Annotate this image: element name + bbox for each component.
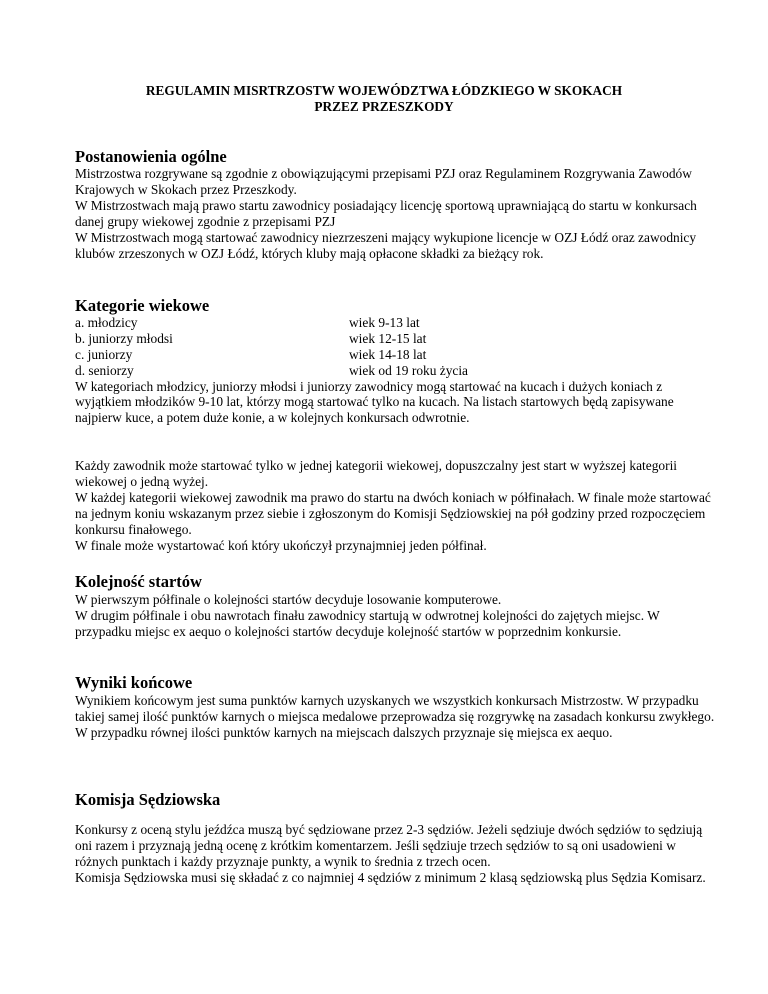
section-heading-age: Kategorie wiekowe	[75, 296, 210, 315]
age-rule: W finale może wystartować koń który ukończył przynajmniej jeden półfinał.	[75, 537, 487, 553]
document-title	[0, 83, 768, 115]
category-label: d. seniorzy	[75, 362, 134, 378]
title-line-1: REGULAMIN MISRTRZOSTW WOJEWÓDZTWA ŁÓDZKIEGO W SKOKACH	[145, 83, 623, 98]
section-body-age	[75, 315, 715, 426]
title-line-2: PRZEZ PRZESZKODY	[314, 99, 454, 114]
category-row	[75, 315, 715, 331]
order-paragraph: W drugim półfinale i obu nawrotach finału zawodnicy startują w odwrotnej kolejności do zajętych miejsc. W przypadku miejsc ex aequo o kolejności startów decyduje kolejność startów w poprzednim konkursie.	[75, 607, 660, 639]
jury-paragraph: Konkursy z oceną stylu jeźdźca muszą być sędziowane przez 2-3 sędziów. Jeżeli sędziuje dwóch sędziów to sędziują oni razem i przyznają jedną ocenę z krótkim komentarzem. Jeśli sędziuje trzech sędziów to są oni usadowieni w różnych punktach i każdy przyznaje punkty, a wynik to średnia z trzech ocen.	[75, 822, 703, 869]
category-label: c. juniorzy	[75, 346, 133, 362]
section-heading-jury: Komisja Sędziowska	[75, 790, 221, 809]
category-row	[75, 347, 715, 363]
section-body-order	[75, 592, 715, 640]
category-value: wiek 9-13 lat	[349, 315, 420, 330]
category-row	[75, 363, 715, 379]
general-paragraph: Mistrzostwa rozgrywane są zgodnie z obowiązującymi przepisami PZJ oraz Regulaminem Rozgrywania Zawodów Krajowych w Skokach przez Przeszkody.	[75, 166, 692, 197]
section-body-age-rules	[75, 458, 715, 553]
category-label: b. juniorzy młodsi	[75, 330, 173, 346]
age-rule: Każdy zawodnik może startować tylko w jednej kategorii wiekowej, dopuszczalny jest start w wyższej kategorii wiekowej o jedną wyżej.	[75, 458, 678, 489]
category-value: wiek 12-15 lat	[349, 330, 427, 346]
section-heading-order: Kolejność startów	[75, 572, 202, 591]
order-paragraph: W pierwszym półfinale o kolejności startów decyduje losowanie komputerowe.	[75, 592, 502, 607]
category-row	[75, 331, 715, 347]
results-paragraph: Wynikiem końcowym jest suma punktów karnych uzyskanych we wszystkich konkursach Mistrzostw. W przypadku takiej samej ilość punktów karnych o miejsca medalowe przeprowadza się rozgrywkę na zasadach konkursu zwykłego. W przypadku równej ilości punktów karnych na miejscach dalszych przyznaje się miejsca ex aequo.	[75, 693, 715, 740]
general-paragraph: W Mistrzostwach mają prawo startu zawodnicy posiadający licencję sportową uprawniającą do startu w konkursach danej grupy wiekowej zgodnie z przepisami PZJ	[75, 197, 697, 229]
age-note: W kategoriach młodzicy, juniorzy młodsi i juniorzy zawodnicy mogą startować na kucach i dużych koniach z wyjątkiem młodzików 9-10 lat, którzy mogą startować tylko na kucach. Na listach startowych będą zapisywane najpierw kuce, a potem duże konie, a w kolejnych konkursach odwrotnie.	[75, 378, 674, 426]
category-value: wiek od 19 roku życia	[349, 362, 468, 378]
general-paragraph: W Mistrzostwach mogą startować zawodnicy niezrzeszeni mający wykupione licencje w OZJ Łódź oraz zawodnicy klubów zrzeszonych w OZJ Łódź, których kluby mają opłacone składki za bieżący rok.	[75, 229, 697, 261]
section-heading-general: Postanowienia ogólne	[75, 147, 227, 166]
section-body-jury	[75, 822, 715, 886]
section-body-general	[75, 166, 715, 261]
jury-paragraph: Komisja Sędziowska musi się składać z co najmniej 4 sędziów z minimum 2 klasą sędziowską plus Sędzia Komisarz.	[75, 869, 706, 885]
category-value: wiek 14-18 lat	[349, 346, 427, 362]
section-heading-results: Wyniki końcowe	[75, 673, 193, 692]
age-rule: W każdej kategorii wiekowej zawodnik ma prawo do startu na dwóch koniach w półfinałach. W finale może startować na jednym koniu wskazanym przez siebie i zgłoszonym do Komisji Sędziowskiej na pół godziny przed rozpoczęciem konkursu finałowego.	[75, 489, 711, 537]
section-body-results	[75, 693, 715, 741]
category-label: a. młodzicy	[75, 315, 138, 330]
